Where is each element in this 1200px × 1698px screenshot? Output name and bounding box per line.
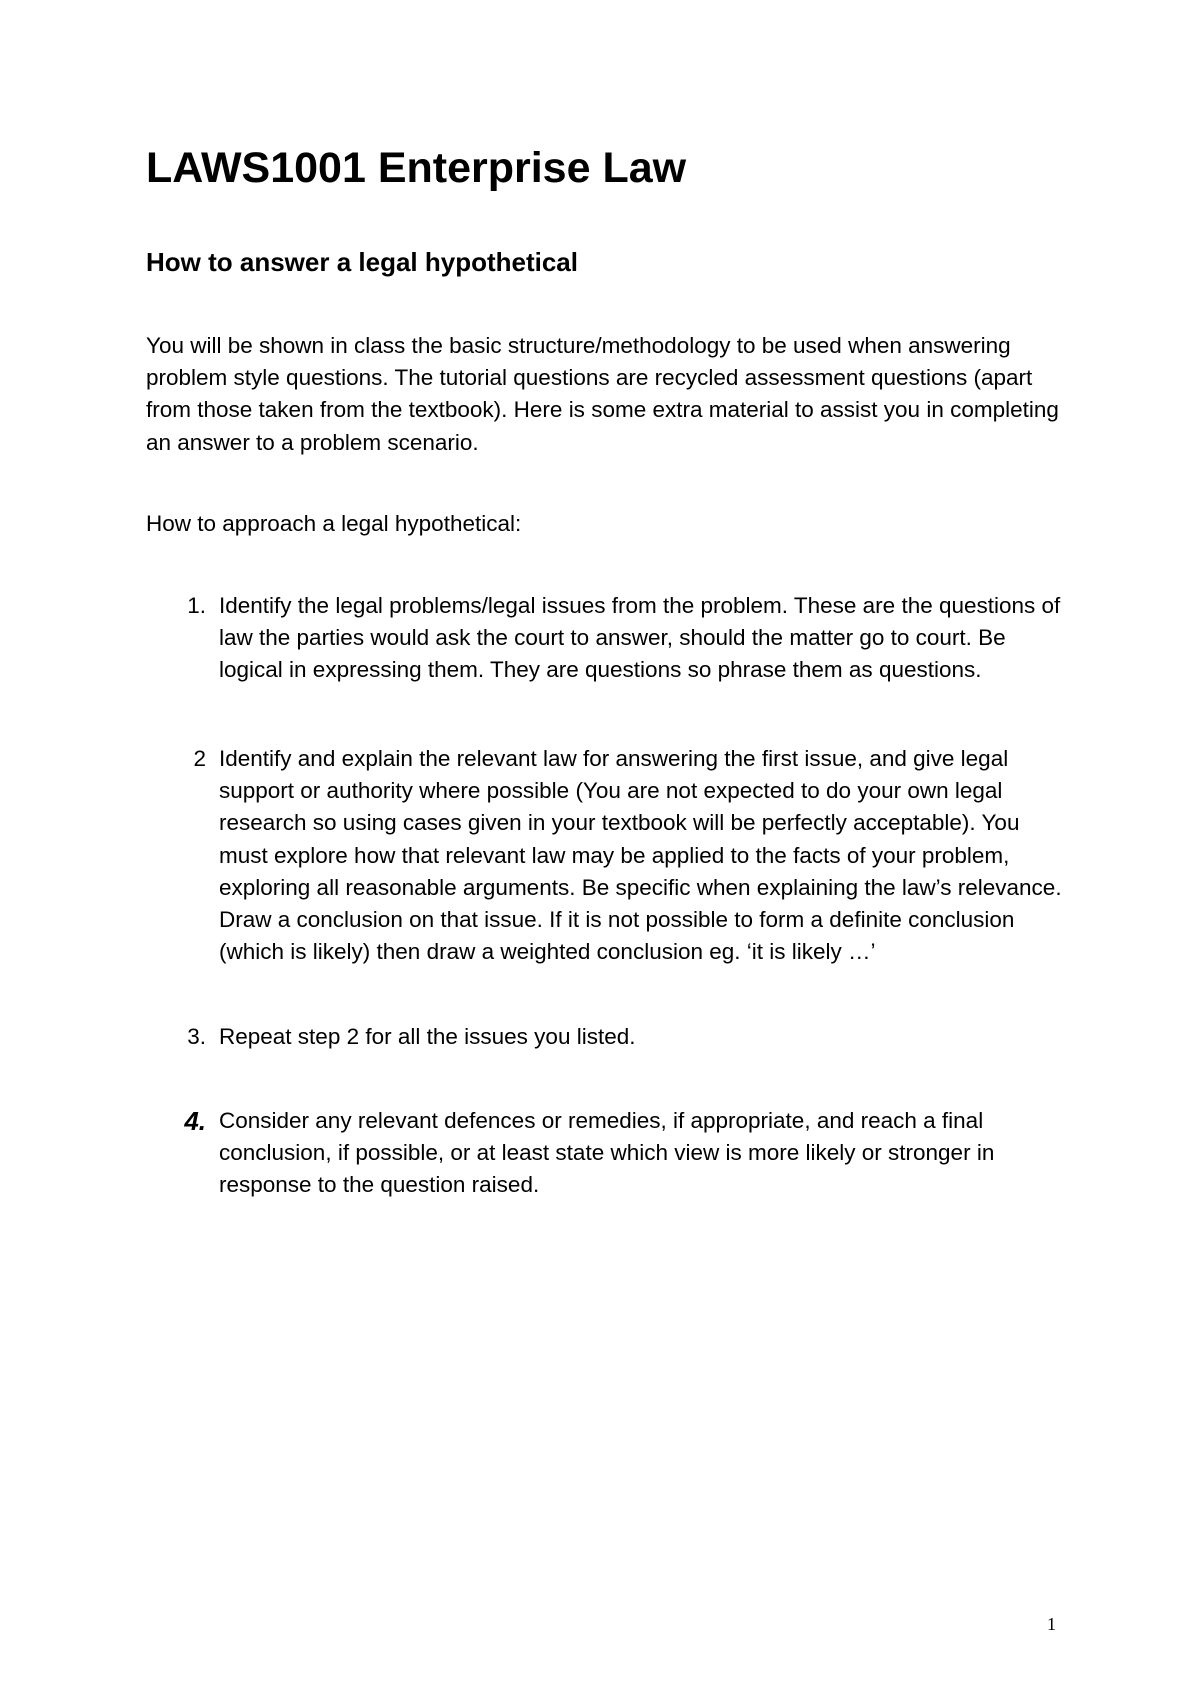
document-title: LAWS1001 Enterprise Law [146, 144, 687, 192]
page-number: 1 [1047, 1614, 1056, 1634]
step-text: Repeat step 2 for all the issues you listed. [219, 1024, 636, 1049]
step-number: 4. [184, 1106, 206, 1136]
step-text: Consider any relevant defences or remedies, if appropriate, and reach a final conclusion, if possible, or at least state which view is more likely or stronger in response to the question raised. [219, 1108, 995, 1198]
intro-paragraph: You will be shown in class the basic structure/methodology to be used when answering problem style questions. The tutorial questions are recycled assessment questions (apart from those taken from the textbook). Here is some extra material to assist you in completing an answer to a problem scenario. [146, 333, 1059, 455]
step-number: 2 [193, 746, 206, 771]
approach-heading: How to approach a legal hypothetical: [146, 511, 522, 536]
step-text: Identify the legal problems/legal issues from the problem. These are the questions of law the parties would ask the court to answer, should the matter go to court. Be logical in expressing them. They are questions so phrase them as questions. [219, 593, 1061, 683]
document-subtitle: How to answer a legal hypothetical [146, 247, 578, 277]
step-number: 1. [187, 593, 206, 618]
step-text: Identify and explain the relevant law for answering the first issue, and give legal support or authority where possible (You are not expected to do your own legal research so using cases given in your textbook will be perfectly acceptable). You must explore how that relevant law may be applied to the facts of your problem, exploring all reasonable arguments. Be specific when explaining the law’s relevance. Draw a conclusion on that issue. If it is not possible to form a definite conclusion (which is likely) then draw a weighted conclusion eg. ‘it is likely …’ [219, 746, 1062, 965]
step-number: 3. [187, 1024, 206, 1049]
